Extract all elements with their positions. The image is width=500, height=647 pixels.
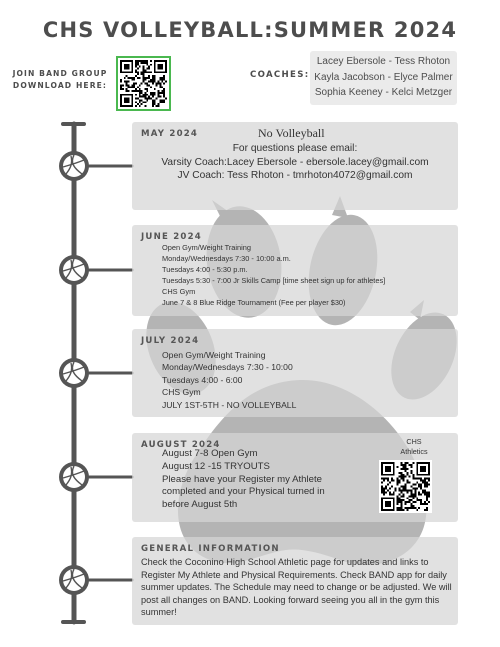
schedule-line: Tuesdays 4:00 - 5:30 p.m. [162, 265, 248, 275]
chs-label-line: CHS [406, 437, 422, 446]
schedule-line: Monday/Wednesdays 7:30 - 10:00 [162, 362, 293, 373]
may-subtitle: For questions please email: [232, 143, 358, 154]
general-info-text: Check the Coconino High School Athletic page for updates and links to Register My Athlete and Physical Requirements. Check BAND app for daily summer updates. The Schedule may need to change or be adjusted. We will post all changes on BAND. Looking forward seeing you all in the gym this summer! [141, 557, 452, 618]
volleyball-icon [59, 462, 89, 492]
download-here-line: DOWNLOAD HERE: [12, 81, 108, 90]
athletics-label-line: Athletics [400, 447, 428, 456]
schedule-line: August 12 -15 TRYOUTS [162, 460, 270, 472]
june-card [132, 225, 458, 316]
schedule-line: Open Gym/Weight Training [162, 350, 266, 360]
chs-athletics-qr-code-icon[interactable] [379, 460, 432, 513]
coaches-box [310, 51, 457, 105]
may-title: No Volleyball [258, 126, 325, 140]
volleyball-icon [59, 151, 89, 181]
schedule-line: June 7 & 8 Blue Ridge Tournament (Fee per player $30) [162, 298, 346, 308]
july-schedule [162, 349, 296, 411]
schedule-line: JULY 1ST-5TH - NO VOLLEYBALL [162, 399, 297, 410]
coach-pair: Lacey Ebersole - Tess Rhoton [316, 56, 451, 67]
june-heading: JUNE 2024 [141, 232, 202, 242]
schedule-line: CHS Gym [162, 287, 196, 297]
join-band-label [10, 68, 110, 92]
chs-athletics-label [390, 437, 438, 457]
schedule-line: Please have your Register my Athlete completed and your Physical turned in before August 5th [162, 473, 325, 511]
schedule-line: Tuesdays 5:30 - 7:00 Jr Skills Camp [time sheet sign up for athletes] [162, 276, 386, 286]
general-info-card [132, 537, 458, 625]
august-schedule [162, 448, 342, 512]
general-heading: GENERAL INFORMATION [141, 544, 280, 554]
volleyball-icon [59, 358, 89, 388]
august-heading: AUGUST 2024 [141, 440, 221, 450]
schedule-line: Tuesdays 4:00 - 6:00 [162, 374, 243, 385]
schedule-line: Open Gym/Weight Training [162, 243, 252, 252]
page-title: CHS VOLLEYBALL:SUMMER 2024 [42, 18, 458, 42]
join-band-line: JOIN BAND GROUP [12, 69, 108, 78]
band-qr-code-icon[interactable] [116, 56, 171, 111]
july-heading: JULY 2024 [141, 336, 200, 346]
jv-coach-contact: JV Coach: Tess Rhoton - tmrhoton4072@gmail.com [177, 170, 413, 181]
coach-pair: Kayla Jacobson - Elyce Palmer [314, 71, 453, 83]
schedule-line: August 7-8 Open Gym [162, 448, 258, 459]
july-card [132, 329, 458, 417]
volleyball-icon [59, 255, 89, 285]
varsity-coach-contact: Varsity Coach:Lacey Ebersole - ebersole.lacey@gmail.com [161, 157, 429, 168]
schedule-line: Monday/Wednesdays 7:30 - 10:00 a.m. [162, 254, 291, 264]
volleyball-icon [59, 565, 89, 595]
coaches-label: COACHES: [250, 70, 310, 80]
may-card [132, 122, 458, 210]
may-heading: MAY 2024 [141, 129, 199, 139]
coach-pair: Sophia Keeney - Kelci Metzger [314, 87, 453, 98]
august-card [132, 433, 458, 522]
schedule-line: CHS Gym [162, 387, 201, 398]
june-schedule [162, 242, 385, 309]
